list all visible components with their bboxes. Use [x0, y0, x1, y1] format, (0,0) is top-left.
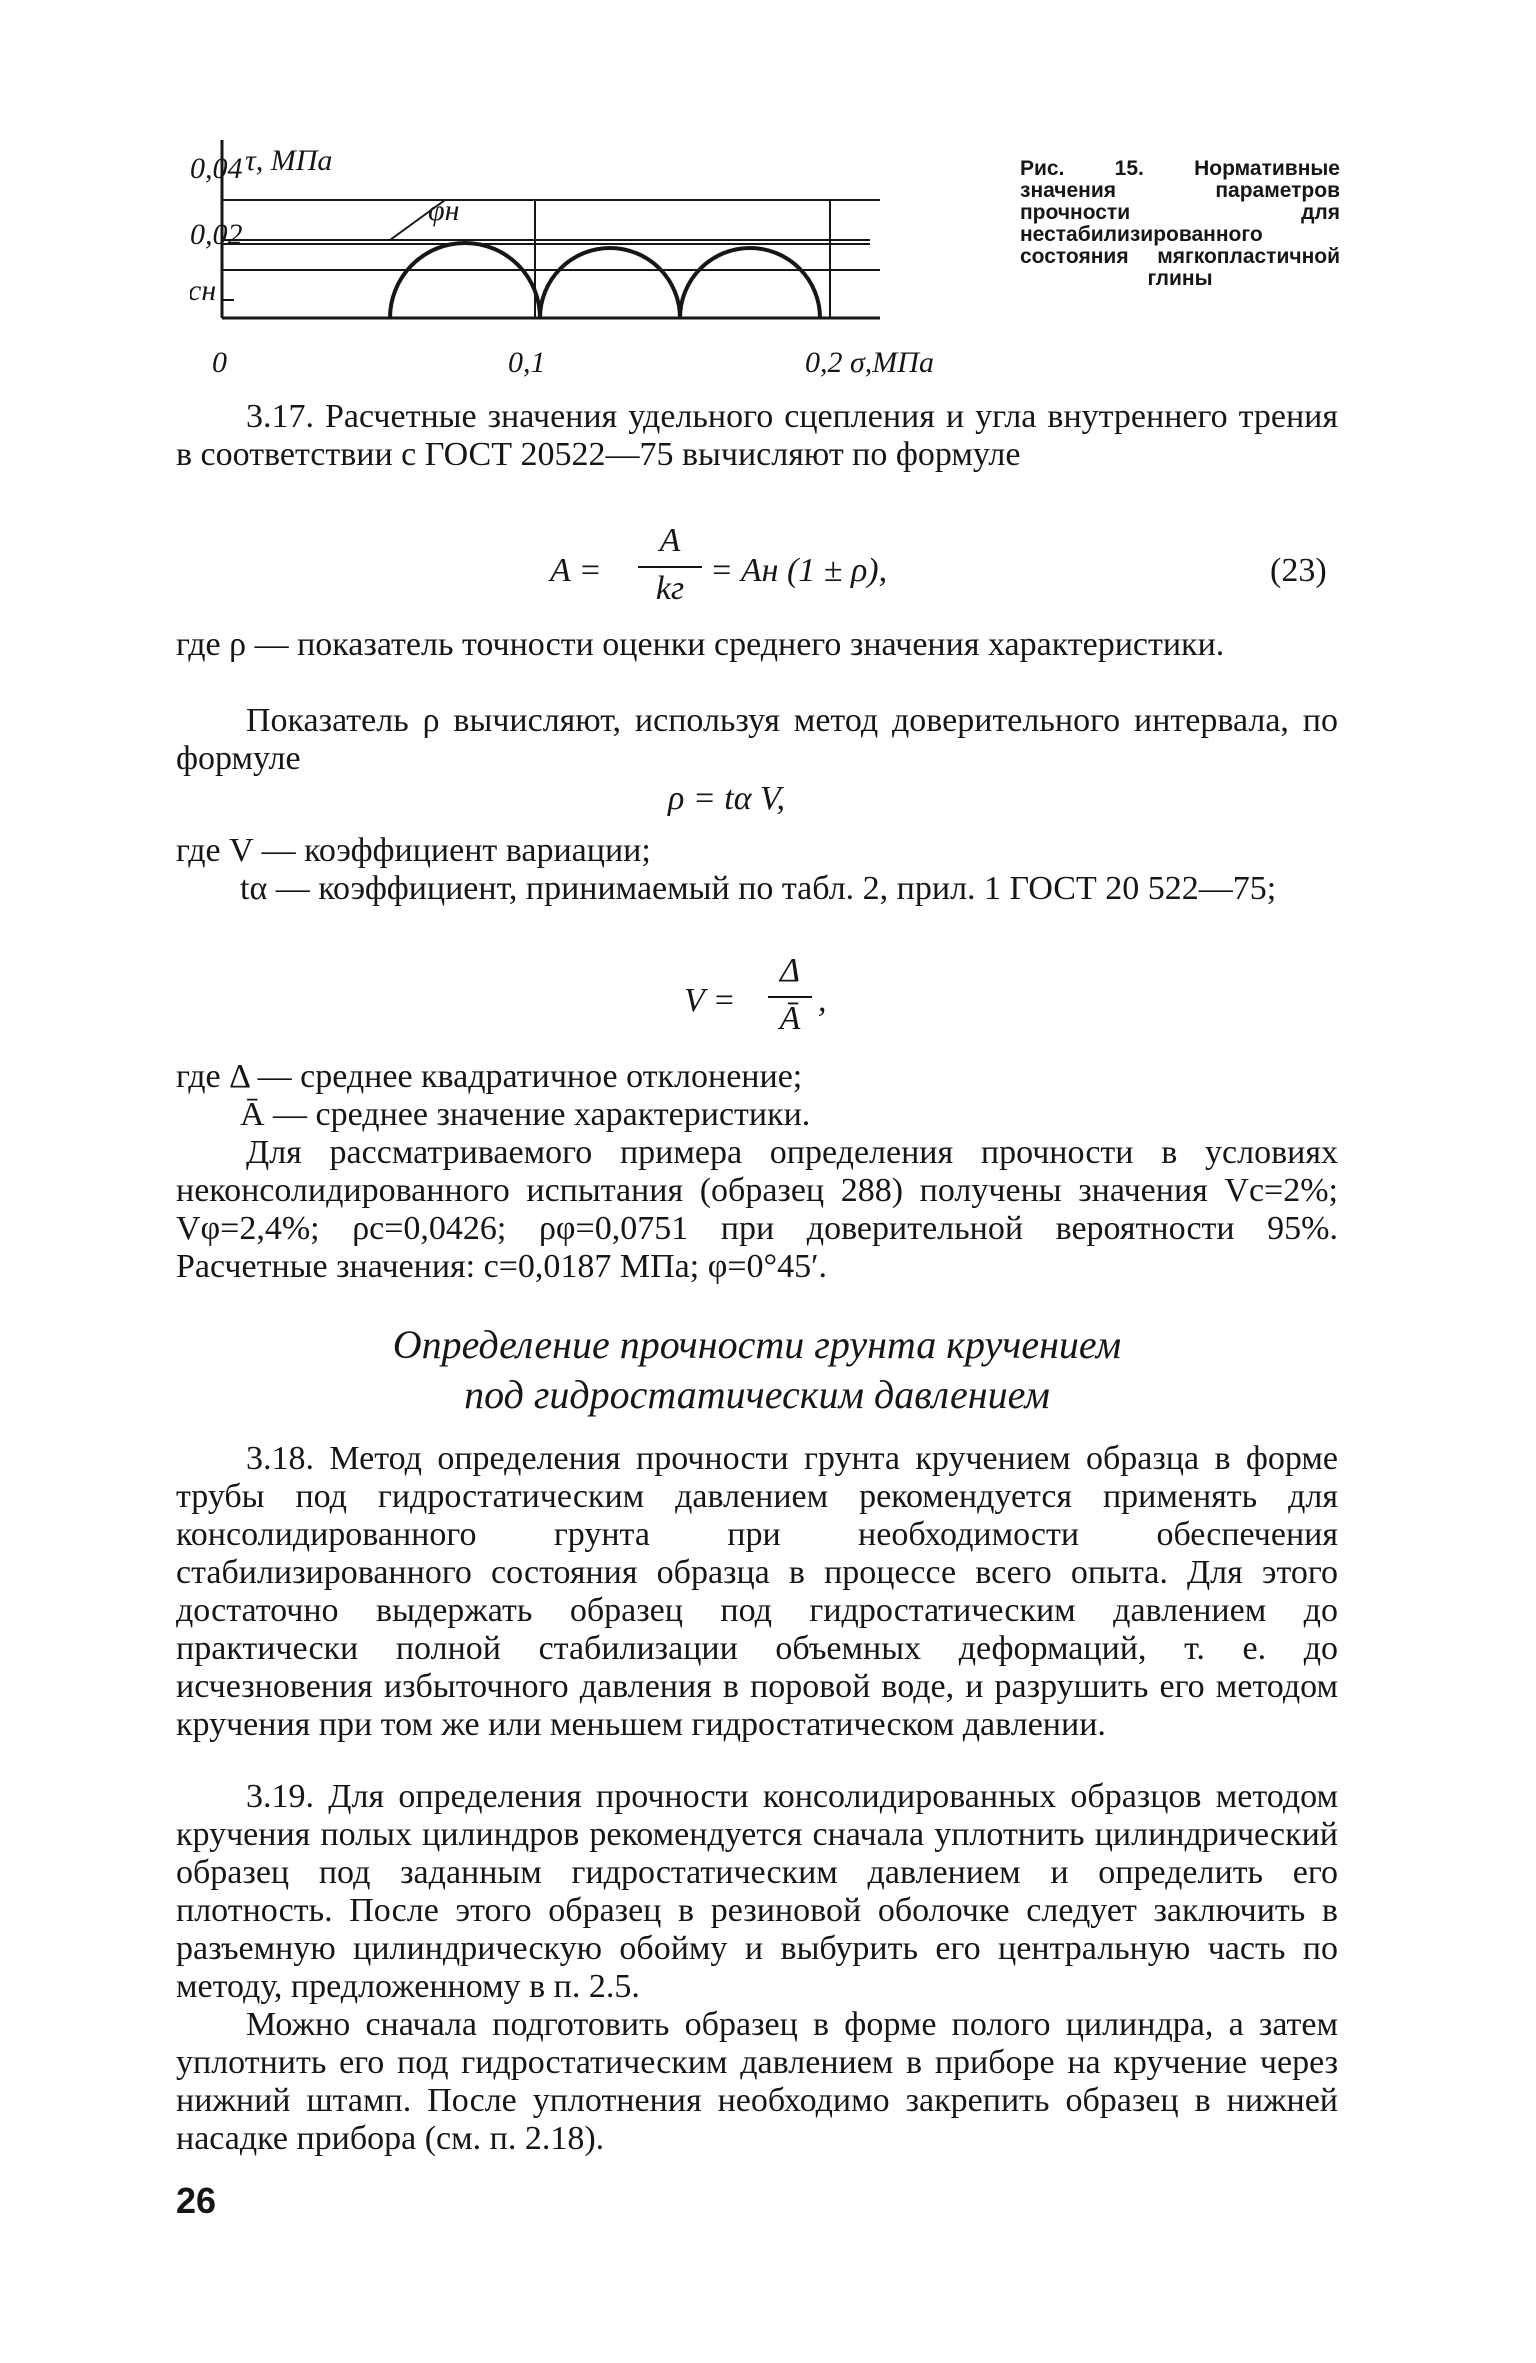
- eq-v-tail: ,: [818, 982, 827, 1019]
- y-tick-002: 0,02: [190, 218, 243, 251]
- eq23-lhs: A =: [550, 552, 602, 589]
- x-tick-01: 0,1: [508, 346, 546, 379]
- where-a: Ā — среднее значение характеристики.: [240, 1096, 811, 1133]
- paragraph-317-intro: 3.17. Расчетные значения удельного сцепления и угла внутреннего трения в соответствии с ГОСТ 20522—75 вычисляют по формуле: [176, 398, 1338, 473]
- paragraph-rho-def: где ρ — показатель точности оценки среднего значения характеристики.: [176, 626, 1225, 663]
- figure-caption: Рис. 15. Нормативные значения параметров прочности для нестабилизированного состояния мягкопластичной глины: [1020, 157, 1340, 290]
- phi-label: φн: [428, 194, 460, 227]
- x-tick-02: 0,2: [805, 346, 843, 379]
- section-heading-line1: Определение прочности грунта кручением: [392, 1322, 1122, 1367]
- eq-v-lhs: V =: [684, 982, 736, 1019]
- eq23-fraction-bar: [638, 566, 702, 568]
- x-axis-label: σ,МПа: [850, 346, 934, 379]
- where-delta: где Δ — среднее квадратичное отклонение;: [176, 1058, 803, 1095]
- y-tick-004: 0,04: [190, 152, 243, 185]
- x-tick-0: 0: [212, 346, 227, 379]
- where-t: tα — коэффициент, принимаемый по табл. 2, прил. 1 ГОСТ 20 522—75;: [240, 870, 1277, 907]
- y-axis-label: τ, МПа: [245, 144, 333, 177]
- paragraph-319-cont: Можно сначала подготовить образец в форме полого цилиндра, а затем уплотнить его под гидростатическим давлением в приборе на кручение через нижний штамп. После уплотнения необходимо закрепить образец в нижней насадке прибора (см. п. 2.18).: [176, 2006, 1338, 2157]
- eq-v-fraction-bar: [768, 996, 812, 998]
- eq-v-denominator: Ā: [779, 1000, 801, 1037]
- page-number: 26: [176, 2180, 217, 2221]
- eq23-rhs: = Aн (1 ± ρ),: [710, 552, 888, 589]
- eq-v-numerator: Δ: [780, 952, 800, 989]
- paragraph-example: Для рассматриваемого примера определения прочности в условиях неконсолидированного испытания (образец 288) получены значения Vc=2%; Vφ=2,4%; ρc=0,0426; ρφ=0,0751 при доверительной вероятности 95%. Расчетные значения: c=0,0187 МПа; φ=0°45′.: [176, 1134, 1338, 1285]
- strength-diagram: [190, 140, 980, 400]
- eq23-denominator: kг: [655, 570, 685, 607]
- eq23-numerator: A: [659, 522, 681, 559]
- paragraph-318: 3.18. Метод определения прочности грунта кручением образца в форме трубы под гидростатическим давлением рекомендуется применять для консолидированного грунта при необходимости обеспечения стабилизированного состояния образца в процессе всего опыта. Для этого достаточно выдержать образец под гидростатическим давлением до практически полной стабилизации объемных деформаций, т. е. до исчезновения избыточного давления в поровой воде, и разрушить его методом кручения при том же или меньшем гидростатическом давлении.: [176, 1440, 1338, 1743]
- eq-rho: ρ = tα V,: [668, 780, 785, 817]
- where-v: где V — коэффициент вариации;: [176, 832, 651, 869]
- figure-15: [190, 140, 980, 400]
- section-heading-line2: под гидростатическим давлением: [464, 1372, 1050, 1417]
- paragraph-rho-method: Показатель ρ вычисляют, используя метод доверительного интервала, по формуле: [176, 702, 1338, 777]
- c-axis-label: cн: [190, 274, 217, 307]
- paragraph-319: 3.19. Для определения прочности консолидированных образцов методом кручения полых цилиндров рекомендуется сначала уплотнить цилиндрический образец под заданным гидростатическим давлением и определить его плотность. После этого образец в резиновой оболочке следует заключить в разъемную цилиндрическую обойму и выбурить его центральную часть по методу, предложенному в п. 2.5.: [176, 1778, 1338, 2005]
- eq23-number: (23): [1270, 552, 1327, 589]
